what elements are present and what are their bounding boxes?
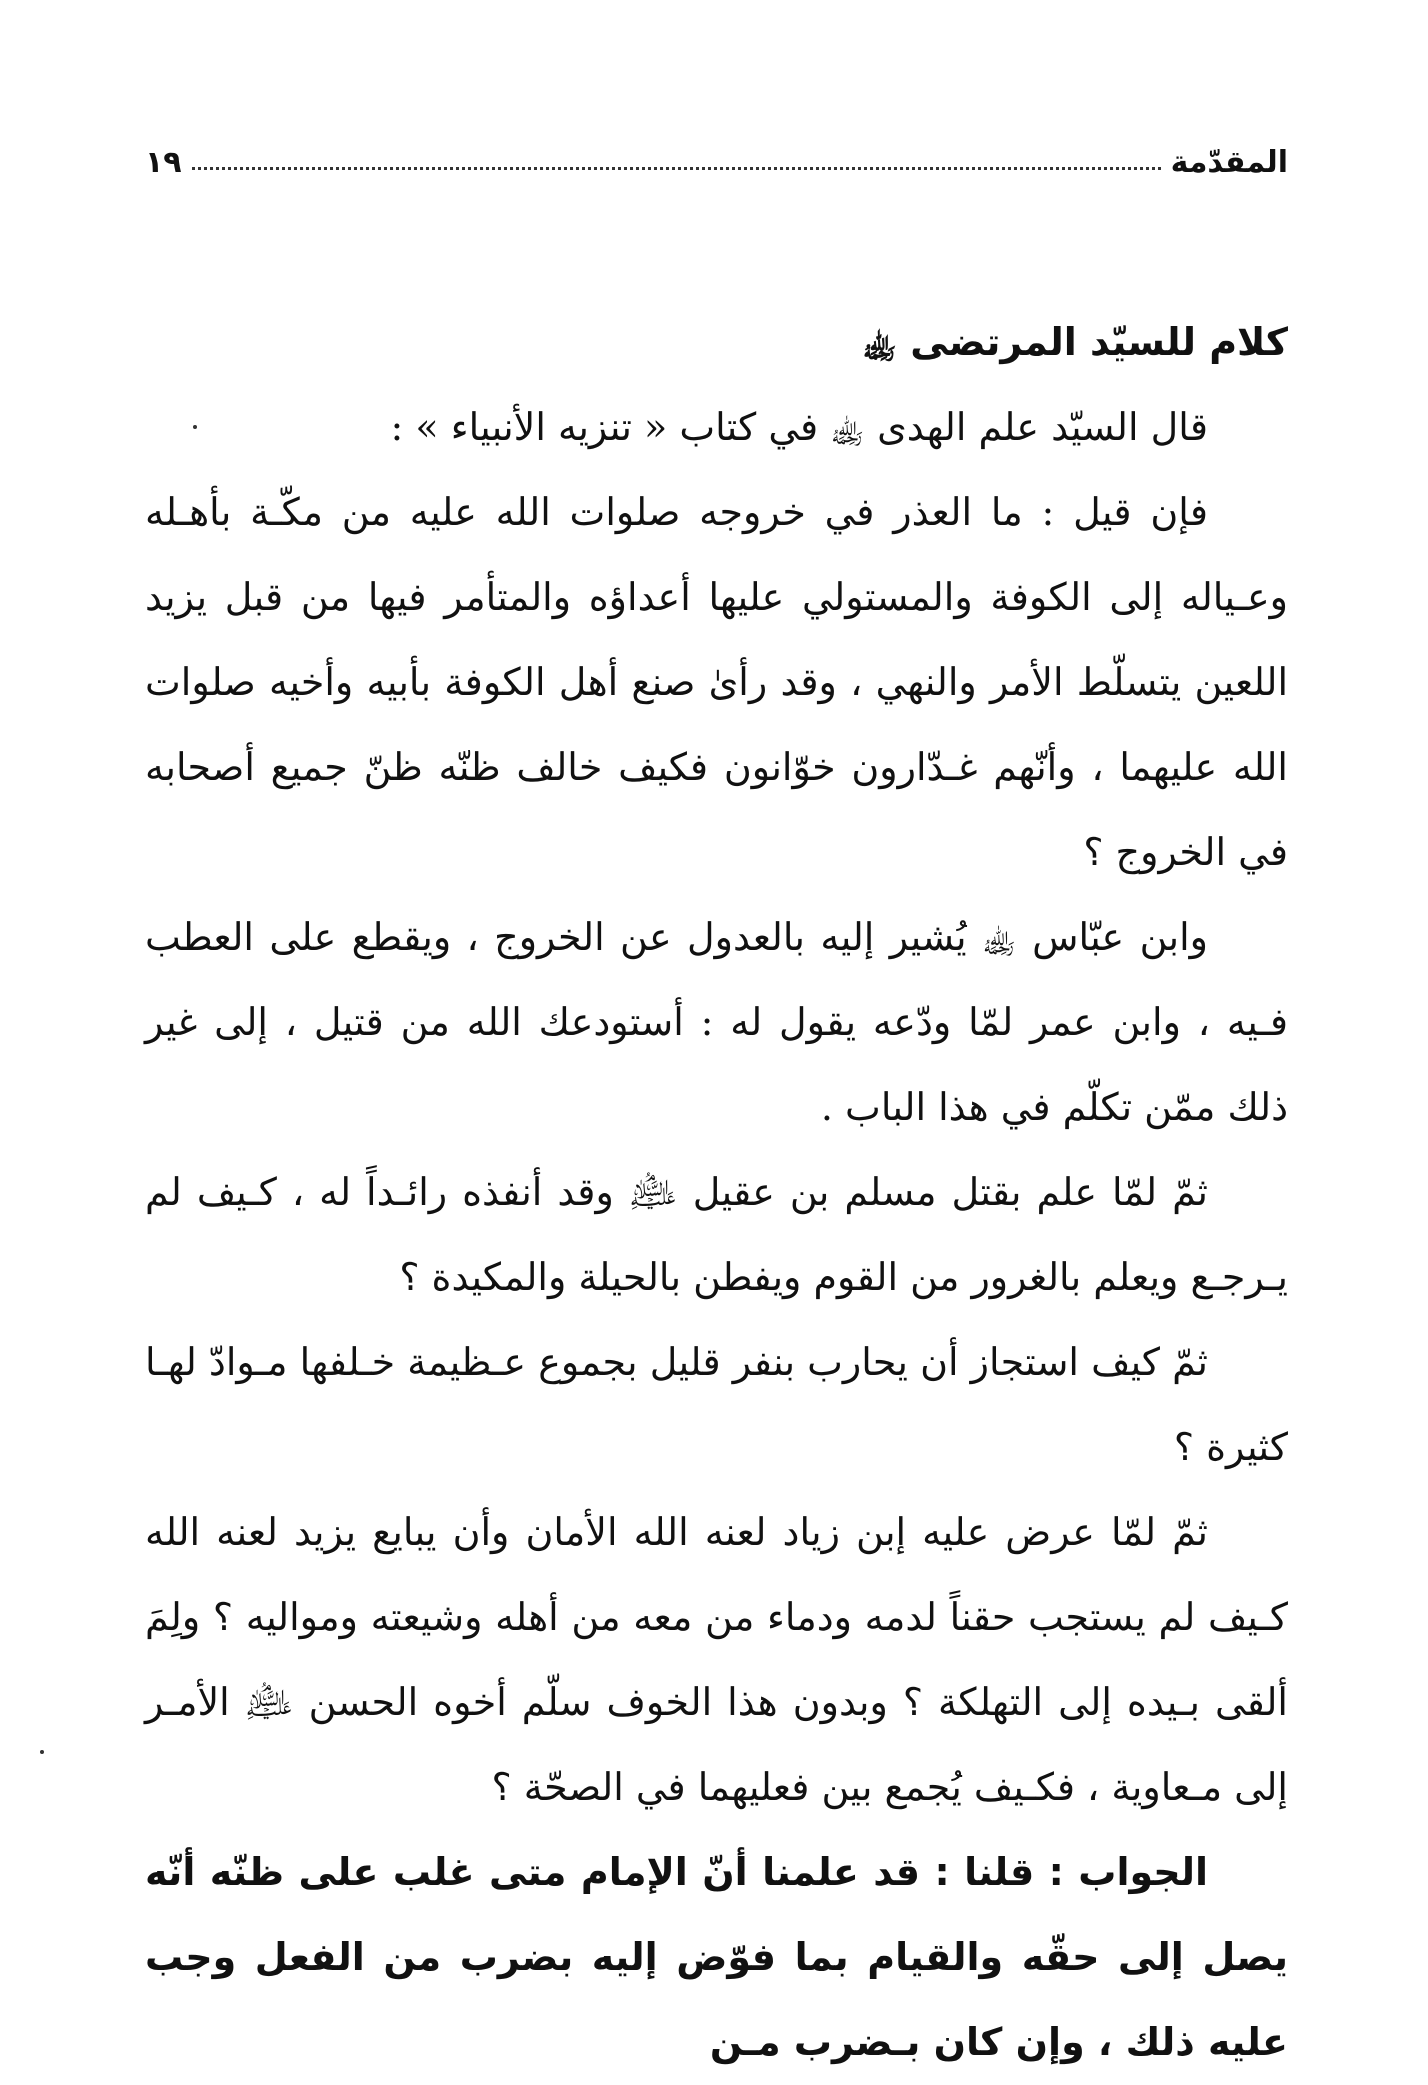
section-heading: كلام للسيّد المرتضى ﵀ [862,320,1288,364]
paragraph-question-5: ثمّ لمّا عرض عليه إبن زياد لعنه الله الأمان وأن يبايع يزيد لعنه الله كـيف لم يستجب حقناً لدمه ودماء من معه من أهله وشيعته ومواليه ؟ ولِمَ ألقى بـيده إلى التهلكة ؟ وبدون هذا الخوف سلّم أخوه الحسن ﵇ الأمـر إلى مـعاوية ، فكـيف يُجمع بين فعليهما في الصحّة ؟ [145,1510,1288,1809]
running-header [145,120,1288,180]
scan-speck [193,425,197,429]
paragraph-quote-intro: قال السيّد علم الهدى ﵀ في كتاب « تنزيه الأنبياء » : [390,405,1208,449]
header-title: المقدّمة [1170,145,1288,180]
paragraph-answer: الجواب : قلنا : قد علمنا أنّ الإمام متى غلب على ظنّه أنّه يصل إلى حقّه والقيام بما فوّض إليه بضرب من الفعل وجب عليه ذلك ، وإن كان بـضرب مـن [145,1850,1288,2064]
paragraph-question-2: وابن عبّاس ﵀ يُشير إليه بالعدول عن الخروج ، ويقطع على العطب فـيه ، وابن عمر لمّا ودّعه يقول له : أستودعك الله من قتيل ، إلى غير ذلك ممّن تكلّم في هذا الباب . [145,915,1288,1129]
scan-speck [40,1750,44,1754]
paragraph-question-1: فإن قيل : ما العذر في خروجه صلوات الله عليه من مكّـة بأهـله وعـياله إلى الكوفة والمستولي عليها أعداؤه والمتأمر فيها من قبل يزيد اللعين يتسلّط الأمر والنهي ، وقد رأىٰ صنع أهل الكوفة بأبيه وأخيه صلوات الله عليهما ، وأنّهم غـدّارون خوّانون فكيف خالف ظنّه ظنّ جميع أصحابه في الخروج ؟ [145,490,1289,874]
page-number: ١٩ [145,145,182,180]
header-dot-leader [192,166,1161,170]
page-body [145,300,1288,2085]
paragraph-question-4: ثمّ كيف استجاز أن يحارب بنفر قليل بجموع عـظيمة خـلفها مـوادّ لهـا كثيرة ؟ [145,1340,1288,1469]
paragraph-question-3: ثمّ لمّا علم بقتل مسلم بن عقيل ﵇ وقد أنفذه رائـداً له ، كـيف لم يـرجـع ويعلم بالغرور من القوم ويفطن بالحيلة والمكيدة ؟ [145,1170,1288,1299]
